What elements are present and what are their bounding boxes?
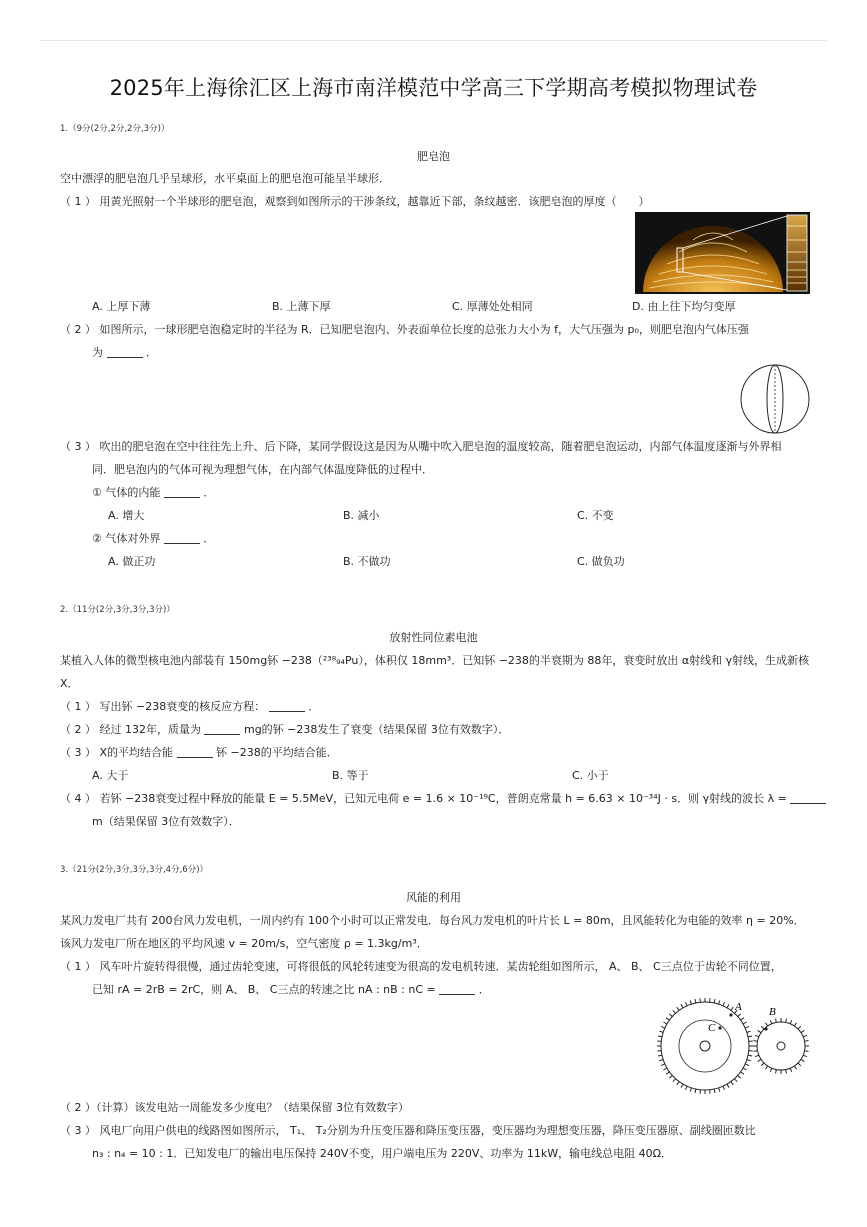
q1-p1-option-a: A. 上厚下薄 — [92, 300, 151, 313]
top-divider — [40, 40, 827, 41]
q2-part4-line2: m（结果保留 3位有效数字）． — [92, 815, 240, 828]
q2-part4-line1 — [60, 792, 826, 806]
q3-intro-line2: 该风力发电厂所在地区的平均风速 v = 20m/s，空气密度 ρ = 1.3kg/m³． — [60, 937, 428, 950]
q2-part3-suffix: 钚 −238的平均结合能． — [216, 746, 338, 759]
q1-part2-prefix: 为 — [92, 346, 103, 359]
q2-part1: （ 1 ） 写出钚 −238衰变的核反应方程： ． — [60, 700, 320, 713]
sphere-bubble-diagram — [738, 362, 812, 436]
q3-header: 3.（21分(2分,3分,3分,3分,4分,6分)） — [60, 865, 209, 875]
q1-sub1-blank — [164, 487, 200, 498]
q1-sub1-text: ① 气体的内能 — [92, 486, 161, 499]
q2-part3-prefix: （ 3 ） X的平均结合能 — [60, 746, 174, 759]
q2-p3-option-b: B. 等于 — [332, 769, 369, 782]
q1-sub2-blank — [164, 533, 200, 544]
q1-p1-option-c: C. 厚薄处处相同 — [452, 300, 533, 313]
q1-topic: 肥皂泡 — [417, 150, 450, 163]
q3-part1-blank — [439, 984, 475, 995]
q1-part2-suffix: ． — [146, 346, 157, 359]
q2-p3-option-c: C. 小于 — [572, 769, 609, 782]
q1-sub2-option-b: B. 不做功 — [343, 555, 391, 568]
q2-part4-text: （ 4 ） 若钚 −238衰变过程中释放的能量 E = 5.5MeV，已知元电荷 e = 1.6 × 10⁻¹⁹C，普朗克常量 h = 6.63 × 10⁻³⁴J · s．则 γ射线的波长 λ = — [60, 792, 787, 805]
q1-part3-line1: （ 3 ） 吹出的肥皂泡在空中往往先上升、后下降，某同学假设这是因为从嘴中吹入肥皂泡的温度较高，随着肥皂泡运动，内部气体温度逐渐与外界相 — [60, 440, 782, 453]
q3-part3-line1: （ 3 ） 风电厂向用户供电的线路图如图所示， T₁、 T₂分别为升压变压器和降压变压器，变压器均为理想变压器，降压变压器原、副线圈匝数比 — [60, 1124, 756, 1137]
q1-header: 1.（9分(2分,2分,2分,3分)） — [60, 124, 170, 134]
q1-part2-line1: （ 2 ） 如图所示，一球形肥皂泡稳定时的半径为 R．已知肥皂泡内、外表面单位长度的总张力大小为 f，大气压强为 p₀，则肥皂泡内气体压强 — [60, 323, 749, 336]
q1-sub2-text: ② 气体对外界 — [92, 532, 161, 545]
q2-part1-blank — [269, 701, 305, 712]
q3-intro-line1: 某风力发电厂共有 200台风力发电机，一周内约有 100个小时可以正常发电．每台风力发电机的叶片长 L = 80m，且风能转化为电能的效率 η = 20%． — [60, 914, 805, 927]
q2-p3-option-a: A. 大于 — [92, 769, 129, 782]
q2-part3 — [60, 746, 338, 760]
gear-label-c: C — [708, 1022, 716, 1034]
q1-sub2-option-a: A. 做正功 — [108, 555, 156, 568]
q2-part1-text: （ 1 ） 写出钚 −238衰变的核反应方程： — [60, 700, 266, 713]
q1-sub1-option-c: C. 不变 — [577, 509, 614, 522]
q2-part2-blank — [204, 724, 240, 735]
q2-topic: 放射性同位素电池 — [389, 631, 478, 644]
q3-topic: 风能的利用 — [406, 891, 461, 904]
q1-sub2: ② 气体对外界 ． — [92, 532, 215, 545]
q1-part2-blank — [107, 347, 143, 358]
q1-p1-option-d: D. 由上往下均匀变厚 — [632, 300, 736, 313]
q1-p1-option-b: B. 上薄下厚 — [272, 300, 331, 313]
q3-part1-text: 已知 rA = 2rB = 2rC，则 A、 B、 C三点的转速之比 nA : nB : nC = — [92, 983, 436, 996]
q1-sub1-option-b: B. 减小 — [343, 509, 380, 522]
q2-part3-blank — [177, 747, 213, 758]
gear-label-a: A — [735, 1001, 742, 1013]
q1-sub1-option-a: A. 增大 — [108, 509, 145, 522]
q2-header: 2.（11分(2分,3分,3分,3分)） — [60, 605, 175, 615]
q3-part2: （ 2 ）（计算）该发电站一周能发多少度电？（结果保留 3位有效数字） — [60, 1101, 409, 1114]
q2-intro-line1: 某植入人体的微型核电池内部装有 150mg钚 −238（²³⁸₉₄Pu），体积仅 18mm³．已知钚 −238的半衰期为 88年，衰变时放出 α射线和 γ射线，生成新核 — [60, 654, 810, 667]
q1-sub2-option-c: C. 做负功 — [577, 555, 625, 568]
q2-part2-suffix: mg的钚 −238发生了衰变（结果保留 3位有效数字）． — [243, 723, 510, 736]
q2-intro-line2: X． — [60, 677, 79, 690]
q1-intro: 空中漂浮的肥皂泡几乎呈球形，水平桌面上的肥皂泡可能呈半球形． — [60, 172, 390, 185]
gear-label-b: B — [769, 1006, 776, 1018]
q1-sub1: ① 气体的内能 ． — [92, 486, 215, 499]
q2-part2 — [60, 723, 509, 737]
q3-part1-line1: （ 1 ） 风车叶片旋转得很慢，通过齿轮变速，可将很低的风轮转速变为很高的发电机转速．某齿轮组如图所示， A、 B、 C三点位于齿轮不同位置， — [60, 960, 782, 973]
q1-part2-line2 — [92, 346, 157, 360]
q1-part1: （ 1 ） 用黄光照射一个半球形的肥皂泡，观察到如图所示的干涉条纹，越靠近下部，条纹越密．该肥皂泡的厚度（ ） — [60, 195, 650, 208]
q1-part3-line2: 同．肥皂泡内的气体可视为理想气体，在内部气体温度降低的过程中． — [92, 463, 433, 476]
q3-part3-line2: n₃ : n₄ = 10 : 1．已知发电厂的输出电压保持 240V不变，用户端电压为 220V、功率为 11kW，输电线总电阻 40Ω． — [92, 1147, 673, 1160]
gear-set-diagram — [655, 996, 815, 1096]
q2-part4-blank — [790, 793, 826, 804]
q2-part2-prefix: （ 2 ） 经过 132年，质量为 — [60, 723, 201, 736]
q3-part1-line2: 已知 rA = 2rB = 2rC，则 A、 B、 C三点的转速之比 nA : nB : nC = ． — [92, 983, 490, 996]
page-title: 2025年上海徐汇区上海市南洋模范中学高三下学期高考模拟物理试卷 — [109, 76, 758, 100]
soap-bubble-interference-image — [635, 212, 810, 294]
